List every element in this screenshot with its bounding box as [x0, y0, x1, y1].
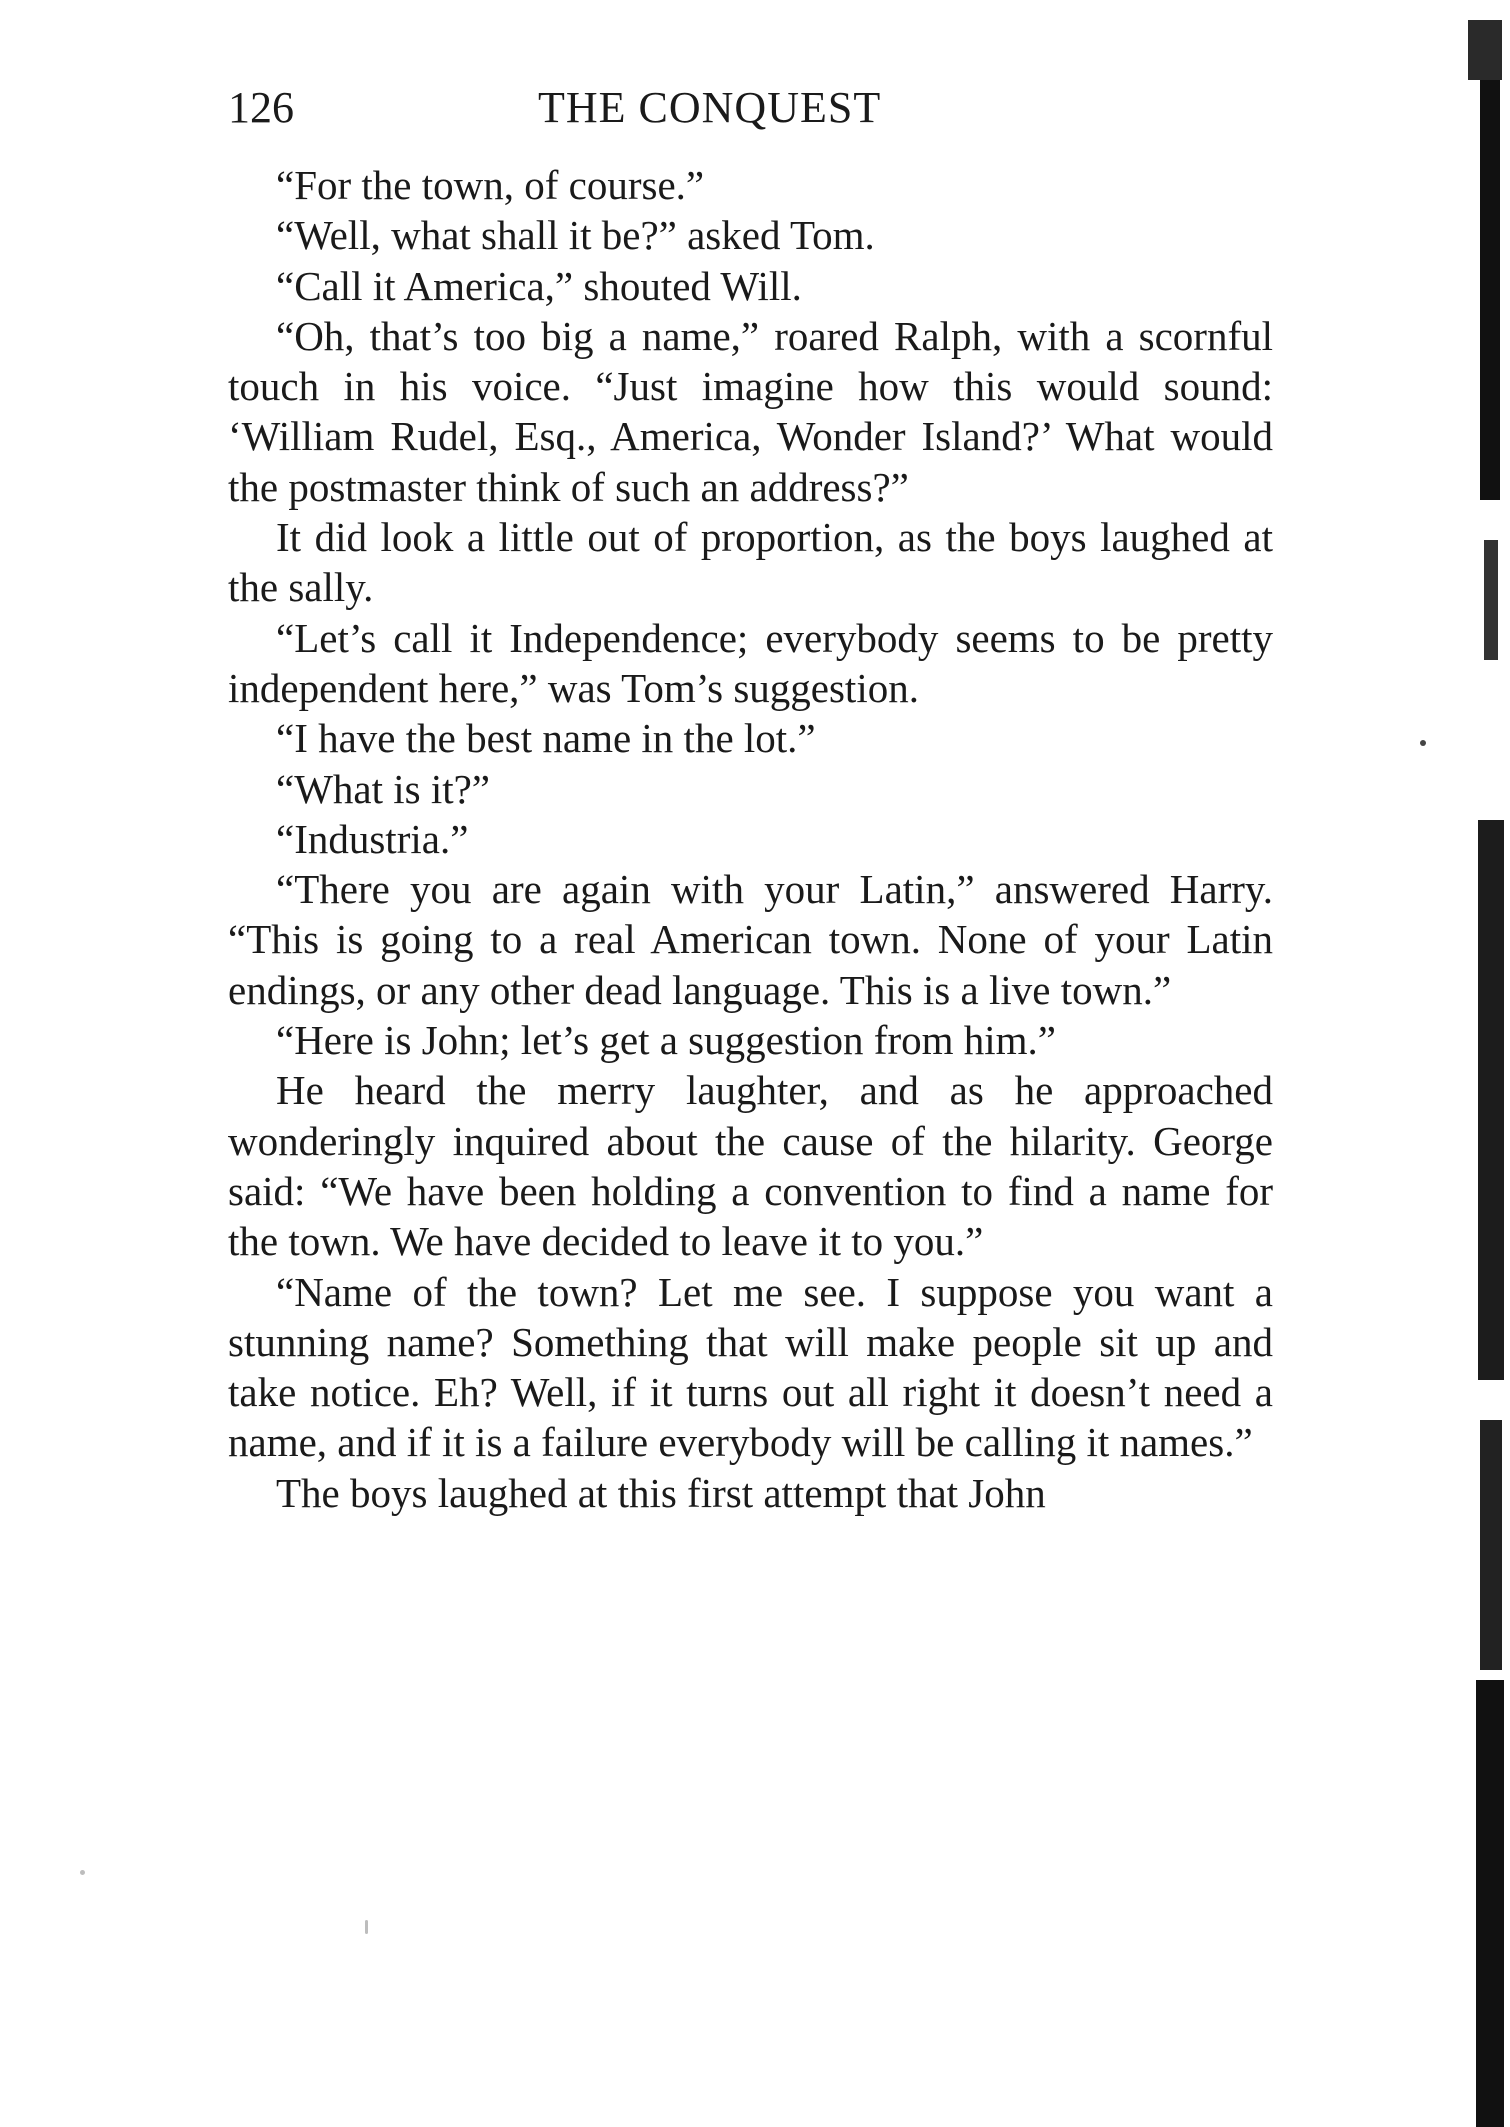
paragraph: “Oh, that’s too big a name,” roared Ralph, with a scornful touch in his voice. “Just imagine how this would sound: ‘William Rudel, Esq., America, Wonder Island?’ What would the postmaster think of such an address?”	[228, 312, 1273, 510]
paragraph: “For the town, of course.”	[276, 162, 705, 208]
paragraph: “Let’s call it Independence; everybody seems to be pretty independent here,” was Tom’s suggestion.	[228, 614, 1273, 711]
binding-edge	[1462, 20, 1510, 2127]
paper-speck	[365, 1920, 368, 1934]
paragraph: “What is it?”	[276, 765, 491, 812]
paragraph: The boys laughed at this first attempt that John	[276, 1469, 1046, 1516]
paragraph: “Here is John; let’s get a suggestion from him.”	[276, 1017, 1056, 1064]
paper-speck	[1420, 740, 1426, 746]
paragraph: He heard the merry laughter, and as he approached wonderingly inquired about the cause of the hilarity. George said: “We have been holding a convention to find a name for the town. We have decided to leave it to you.”	[228, 1067, 1273, 1265]
page-number: 126	[228, 83, 294, 132]
paragraph: “I have the best name in the lot.”	[276, 715, 816, 762]
paragraph: “Call it America,” shouted Will.	[276, 262, 802, 309]
body-text	[228, 160, 1273, 1518]
paragraph: “Industria.”	[276, 815, 469, 862]
paper-speck	[80, 1870, 85, 1875]
paragraph: “Name of the town? Let me see. I suppose you want a stunning name? Something that will make people sit up and take notice. Eh? Well, if it turns out all right it doesn’t need a name, and if it is a failure everybody will be calling it names.”	[228, 1268, 1273, 1466]
paragraph: It did look a little out of proportion, as the boys laughed at the sally.	[228, 514, 1273, 611]
paragraph: “Well, what shall it be?” asked Tom.	[276, 212, 875, 259]
paragraph: “There you are again with your Latin,” answered Harry. “This is going to a real American town. None of your Latin endings, or any other dead language. This is a live town.”	[228, 866, 1273, 1013]
page-header	[228, 78, 1268, 138]
running-title: THE CONQUEST	[538, 83, 882, 132]
